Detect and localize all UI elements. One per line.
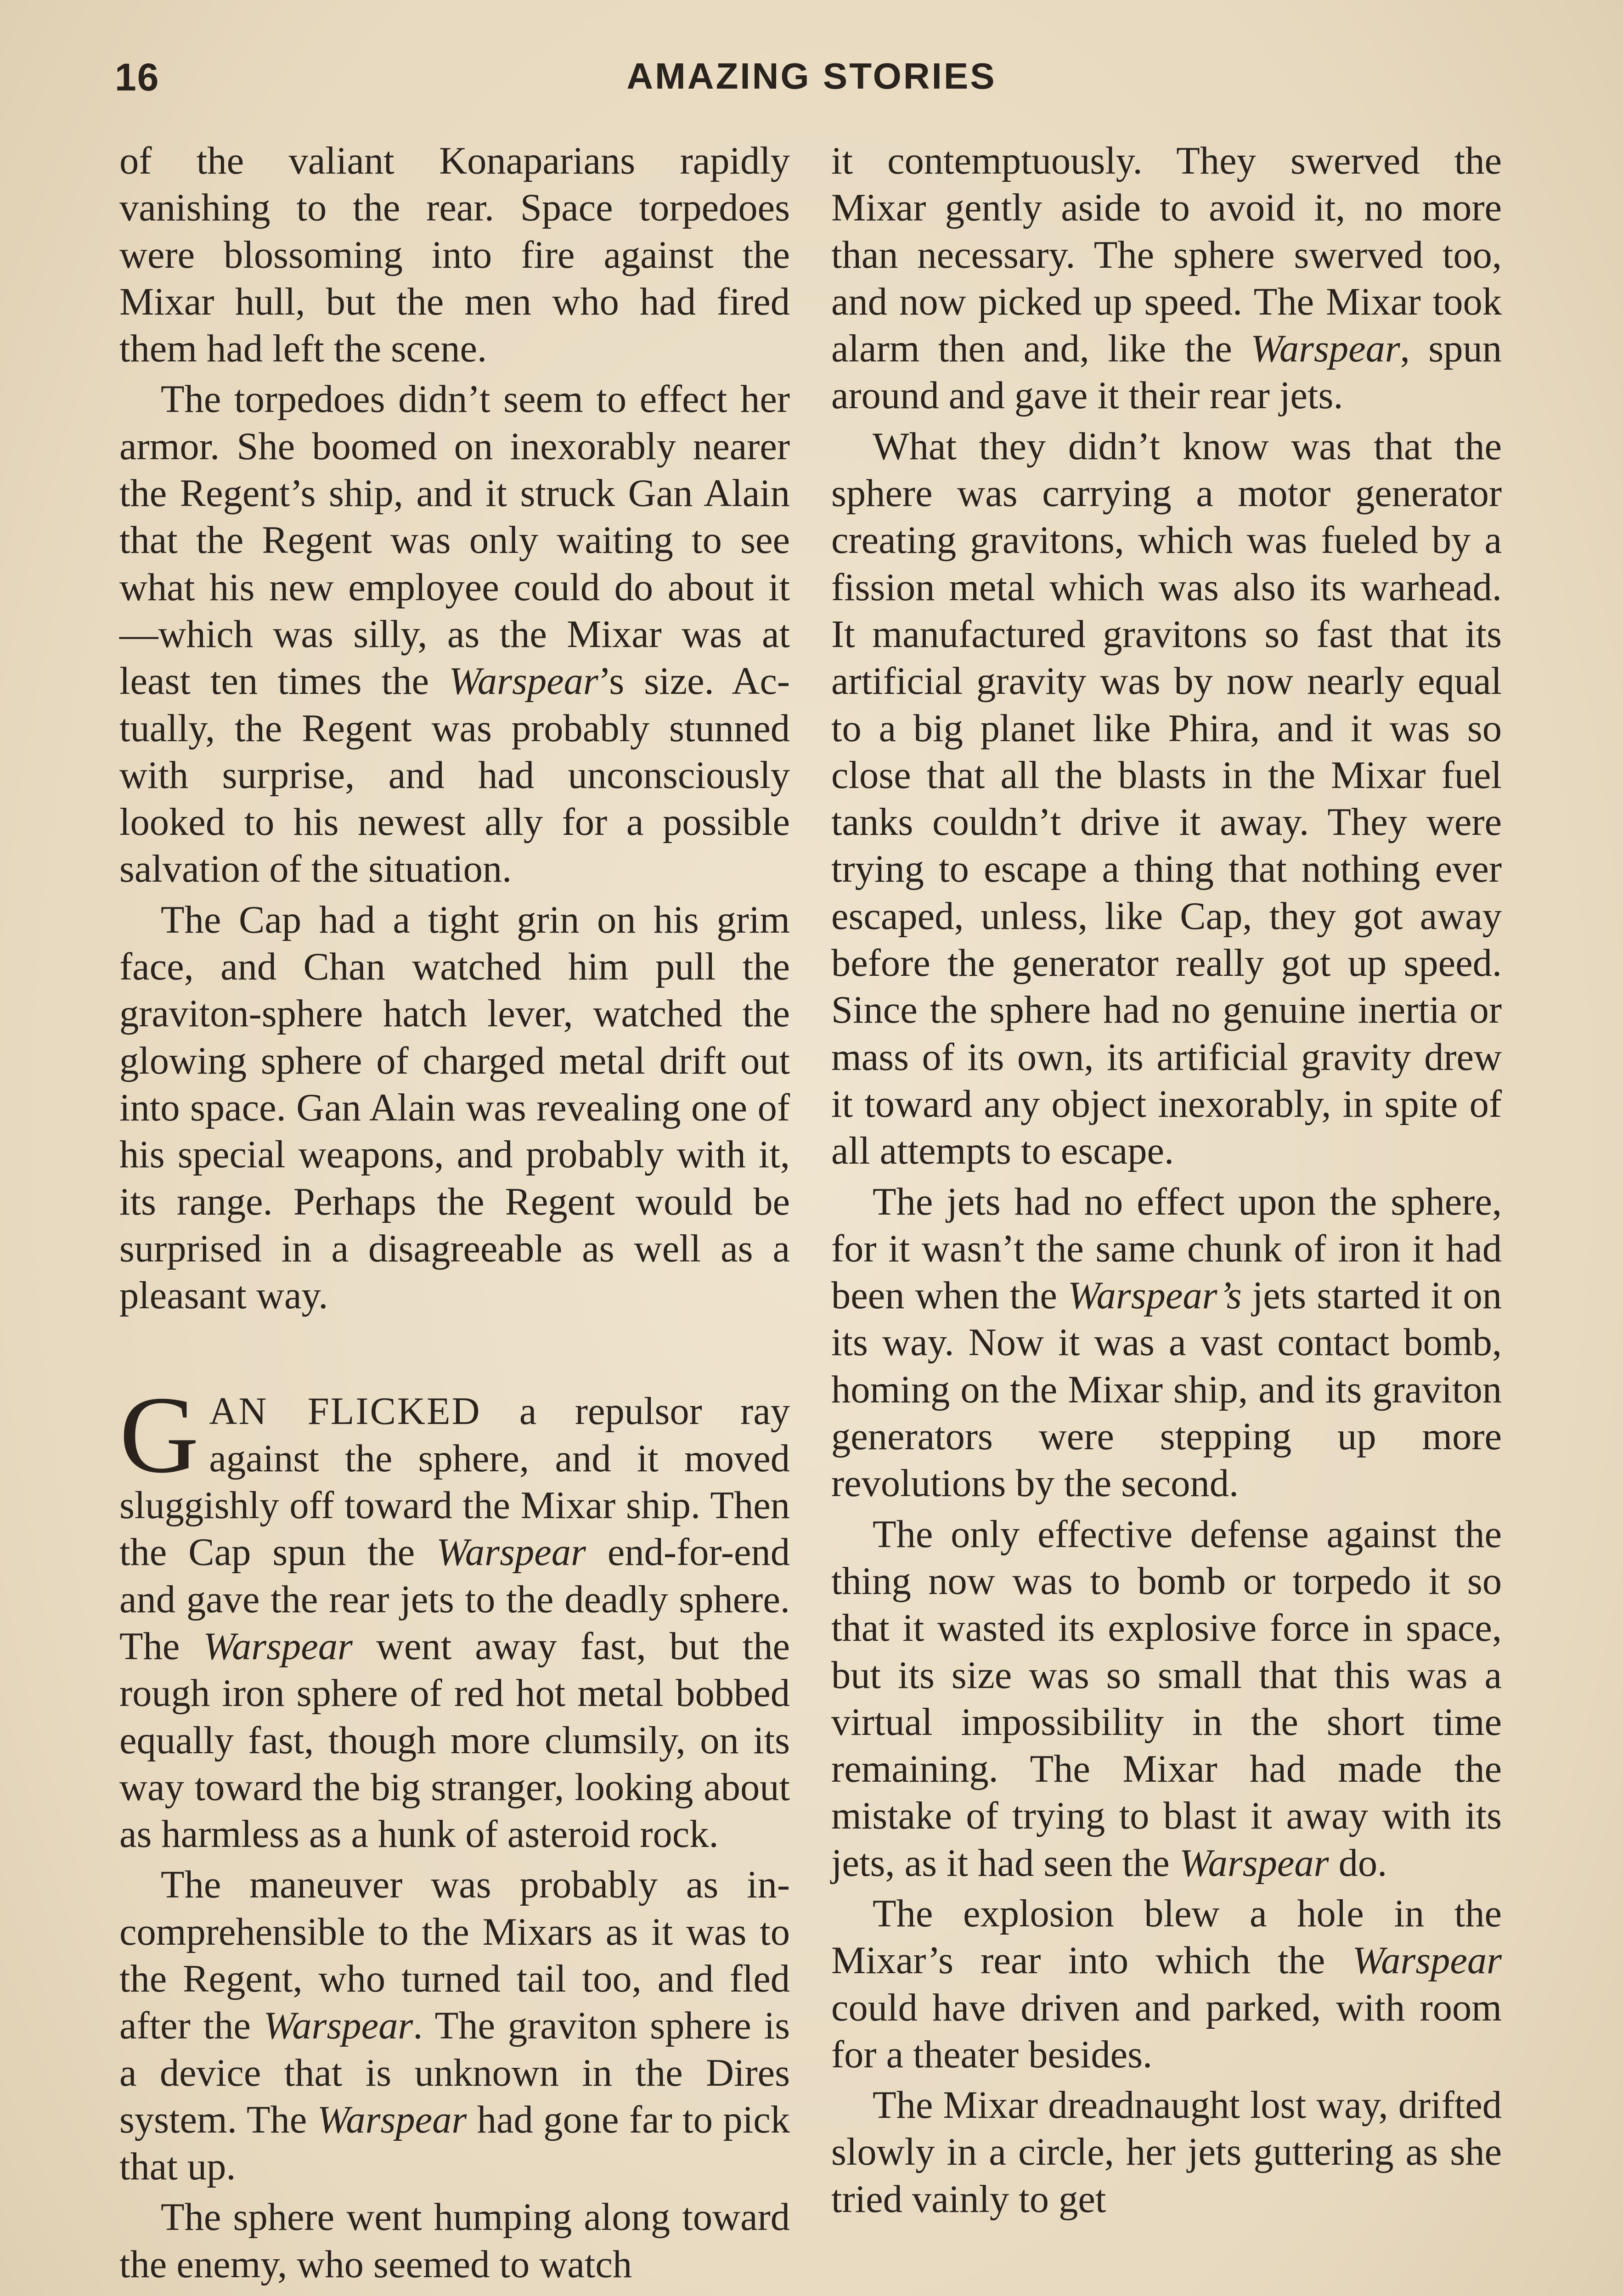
paragraph: The sphere went humping along toward the enemy, who seemed to watch bbox=[119, 2196, 790, 2286]
ship-name: Warspear bbox=[1352, 1939, 1502, 1982]
ship-name: Warspear bbox=[1251, 327, 1400, 371]
paragraph: The only effective defense against the thing now was to bomb or torpedo it so that it wasted its explosive force in space, but its size was so small that this was a virtual impossibility in the short time remaining. The Mixar had made the mistake of trying to blast it away with its jets, as it had seen the Warspear do. bbox=[831, 1513, 1502, 1885]
paragraph: What they didn’t know was that the sphere was carrying a motor generator creating gravitons, which was fueled by a fission metal which was also its warhead. It manufactured gravitons so fast that its artificial gravity was by now nearly equal to a big planet like Phira, and it was so close that all the blasts in the Mixar fuel tanks couldn’t drive it away. They were trying to escape a thing that nothing ever escaped, unless, like Cap, they got away before the generator really got up speed. Since the sphere had no genuine inertia or mass of its own, its artificial gravity drew it toward any object inexorably, in spite of all attempts to escape. bbox=[831, 425, 1502, 1173]
left-column bbox=[119, 138, 790, 2288]
ship-name: Warspear bbox=[449, 660, 598, 703]
paragraph: it contemptuously. They swerved the Mixar gently aside to avoid it, no more than necessary. The sphere swerved too, and now picked up speed. The Mixar took alarm then and, like the Warspear, spun around and gave it their rear jets. bbox=[831, 140, 1502, 417]
section-opening-paragraph: GAN FLICKED a repulsor ray against the sphere, and it moved sluggishly off toward the Mixar ship. Then the Cap spun the Warspear end-for-end and gave the rear jets to the deadly sphere. The Warspear went away fast, but the rough iron sphere of red hot metal bobbed equally fast, though more clumsily, on its way toward the big stranger, looking about as harmless as a hunk of asteroid rock. bbox=[119, 1373, 790, 1856]
ship-name: Warspear bbox=[1179, 1841, 1329, 1885]
page-number: 16 bbox=[115, 56, 160, 99]
ship-name: Warspear bbox=[317, 2098, 467, 2141]
paragraph: The jets had no effect upon the sphere, for it wasn’t the same chunk of iron it had been when the Warspear’s jets started it on its way. Now it was a vast contact bomb, homing on the Mixar ship, and its graviton generators were stepping up more revolutions by the second. bbox=[831, 1180, 1502, 1505]
paragraph: The torpedoes didn’t seem to effect her armor. She boomed on inexorably nearer the Regent’s ship, and it struck Gan Alain that the Regent was only waiting to see what his new employee could do about it—which was silly, as the Mixar was at least ten times the Warspear’s size. Actually, the Regent was probably stunned with surprise, and had unconsciously looked to his newest ally for a possible salvation of the situation. bbox=[119, 378, 790, 891]
drop-cap: G bbox=[119, 1373, 199, 1496]
lead-in: AN FLICKED bbox=[209, 1390, 481, 1433]
running-head: AMAZING STORIES bbox=[626, 56, 997, 96]
right-column bbox=[831, 138, 1502, 2223]
ship-name: Warspear bbox=[436, 1531, 586, 1574]
paragraph: The Mixar dreadnaught lost way, drifted slowly in a circle, her jets guttering as she tried vainly to get bbox=[831, 2084, 1502, 2221]
ship-name: Warspear bbox=[203, 1625, 353, 1668]
ship-name: Warspear’s bbox=[1067, 1274, 1242, 1317]
paragraph: The Cap had a tight grin on his grim face, and Chan watched him pull the graviton-sphere hatch lever, watched the glowing sphere of charged metal drift out into space. Gan Alain was revealing one of his special weapons, and probably with it, its range. Perhaps the Regent would be surprised in a disagreeable as well as a pleasant way. bbox=[119, 898, 790, 1317]
ship-name: Warspear bbox=[263, 2004, 413, 2048]
paragraph: The explosion blew a hole in the Mixar’s rear into which the Warspear could have driven and parked, with room for a theater besides. bbox=[831, 1892, 1502, 2076]
page-header bbox=[0, 55, 1623, 106]
paragraph: of the valiant Konaparians rapidly vanishing to the rear. Space torpedoes were blossoming into fire against the Mixar hull, but the men who had fired them had left the scene. bbox=[119, 140, 790, 371]
paragraph: The maneuver was probably as incomprehensible to the Mixars as it was to the Regent, who turned tail too, and fled after the Warspear. The graviton sphere is a device that is unknown in the Dires system. The Warspear had gone far to pick that up. bbox=[119, 1863, 790, 2189]
